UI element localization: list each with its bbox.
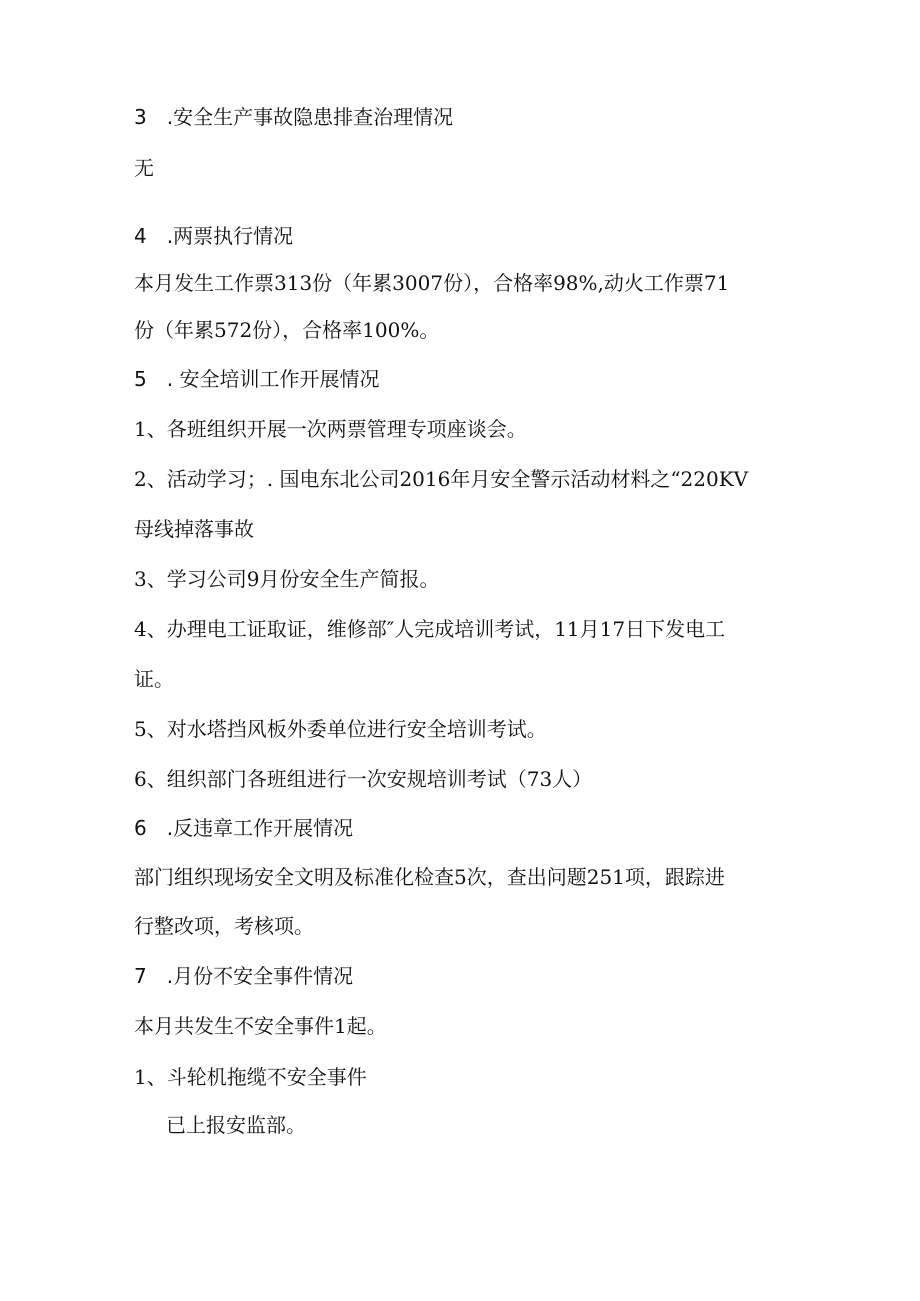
section-7-item-1-detail: 已上报安监部。 — [166, 1113, 306, 1137]
section-5-item-6: 6、组织部门各班组进行一次安规培训考试（73人） — [134, 767, 593, 791]
section-5-item-4-line-2: 证。 — [134, 667, 174, 691]
section-5-item-4-line-1: 4、办理电工证取证，维修部″人完成培训考试，11月17日下发电工 — [134, 617, 726, 641]
section-5-item-5: 5、对水塔挡风板外委单位进行安全培训考试。 — [134, 717, 547, 741]
section-5-item-3: 3、学习公司9月份安全生产简报。 — [134, 567, 440, 591]
section-7-summary: 本月共发生不安全事件1起。 — [134, 1014, 387, 1038]
section-7-heading: 7 .月份不安全事件情况 — [134, 964, 354, 988]
section-3-content: 无 — [134, 156, 154, 180]
section-6-heading: 6 .反违章工作开展情况 — [134, 816, 354, 840]
section-5-heading: 5 . 安全培训工作开展情况 — [134, 367, 380, 391]
section-6-paragraph-line-2: 行整改项，考核项。 — [134, 914, 314, 938]
section-4-paragraph-line-1: 本月发生工作票313份（年累3007份），合格率98%,动火工作票71 — [134, 271, 730, 295]
section-6-paragraph-line-1: 部门组织现场安全文明及标准化检查5次，查出问题251项，跟踪进 — [134, 865, 725, 889]
section-7-item-1: 1、斗轮机拖缆不安全事件 — [134, 1065, 367, 1089]
section-5-item-1: 1、各班组织开展一次两票管理专项座谈会。 — [134, 417, 527, 441]
section-4-paragraph-line-2: 份（年累572份），合格率100%。 — [134, 318, 440, 342]
section-4-heading: 4 .两票执行情况 — [134, 224, 294, 248]
section-5-item-2-line-1: 2、活动学习；. 国电东北公司2016年月安全警示活动材料之“220KV — [134, 467, 749, 491]
section-5-item-2-line-2: 母线掉落事故 — [134, 517, 254, 541]
section-3-heading: 3 .安全生产事故隐患排查治理情况 — [134, 105, 454, 129]
